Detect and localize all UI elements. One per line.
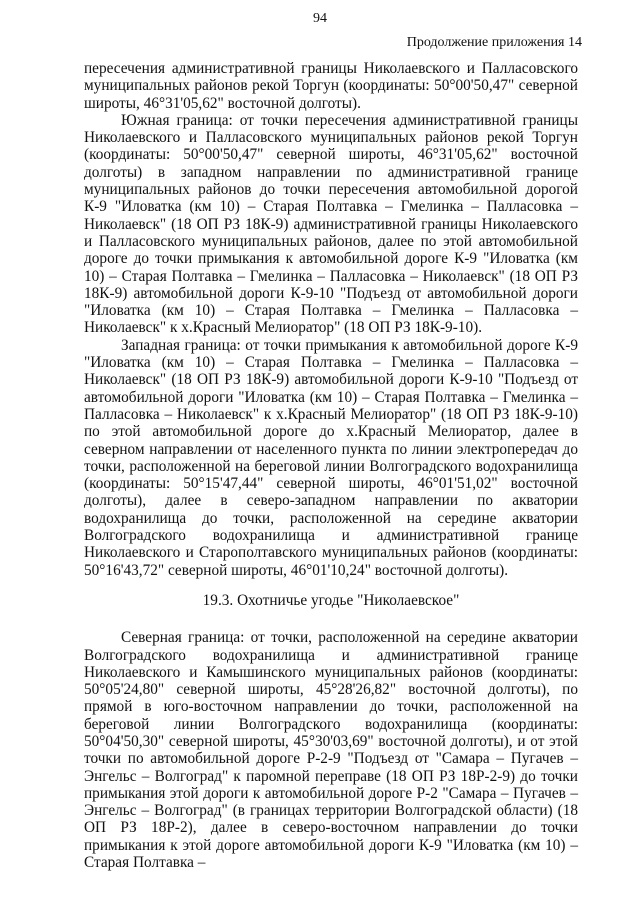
paragraph-south-border: Южная граница: от точки пересечения административной границы Николаевского и Палласовского муниципальных районов рекой Торгун (координаты: 50°00'50,47" северной широты, 46°31'05,62" восточной долготы) в западном направлении по административной границе муниципальных районов до точки пересечения автомобильной дорогой К-9 "Иловатка (км 10) – Старая Полтавка – Гмелинка – Палласовка – Николаевск" (18 ОП РЗ 18К-9) административной границы Николаевского и Палласовского муниципальных районов, далее по этой автомобильной дороге до точки примыкания к автомобильной дороге К-9 "Иловатка (км 10) – Старая Полтавка – Гмелинка – Палласовка – Николаевск" (18 ОП РЗ 18К-9) автомобильной дороги К-9-10 "Подъезд от автомобильной дороги "Иловатка (км 10) – Старая Полтавка – Гмелинка – Палласовка – Николаевск" к х.Красный Мелиоратор" (18 ОП РЗ 18К-9-10). [84, 111, 578, 337]
page-number: 94 [313, 11, 327, 26]
paragraph-west-border: Западная граница: от точки примыкания к автомобильной дороге К-9 "Иловатка (км 10) – Старая Полтавка – Гмелинка – Палласовка – Николаевск" (18 ОП РЗ 18К-9) автомобильной дороги К-9-10 "Подъезд от автомобильной дороги "Иловатка (км 10) – Старая Полтавка – Гмелинка – Палласовка – Николаевск" к х.Красный Мелиоратор" (18 ОП РЗ 18К-9-10) по этой автомобильной дороге до х.Красный Мелиоратор, далее в северном направлении от населенного пункта по линии электропередач до точки, расположенной на береговой линии Волгоградского водохранилища (координаты: 50°15'47,44" северной широты, 46°01'51,02" восточной долготы), далее в северо-западном направлении по акватории водохранилища до точки, расположенной на середине акватории Волгоградского водохранилища и административной границе Николаевского и Старополтавского муниципальных районов (координаты: 50°16'43,72" северной широты, 46°01'10,24" восточной долготы). [84, 336, 578, 579]
appendix-continuation-note: Продолжение приложения 14 [406, 35, 582, 50]
paragraph-north-border: Северная граница: от точки, расположенной на середине акватории Волгоградского водохранилища и административной границе Николаевского и Камышинского муниципальных районов (координаты: 50°05'24,80" северной широты, 45°28'26,82" восточной долготы), по прямой в юго-восточном направлении до точки, расположенной на береговой линии Волгоградского водохранилища (координаты: 50°04'50,30" северной широты, 45°30'03,69" восточной долготы), и от этой точки по автомобильной дороге Р-2-9 "Подъезд от "Самара – Пугачев – Энгельс – Волгоград" к паромной переправе (18 ОП РЗ 18Р-2-9) до точки примыкания этой дороги к автомобильной дороге Р-2 "Самара – Пугачев – Энгельс – Волгоград" (в границах территории Волгоградской области) (18 ОП РЗ 18Р-2), далее в северо-восточном направлении до точки примыкания к этой дороге автомобильной дороги К-9 "Иловатка (км 10) – Старая Полтавка – [84, 629, 578, 872]
document-body [84, 60, 578, 871]
section-heading: 19.3. Охотничье угодье "Николаевское" [202, 591, 460, 609]
paragraph-continuation: пересечения административной границы Николаевского и Палласовского муниципальных районов рекой Торгун (координаты: 50°00'50,47" северной широты, 46°31'05,62" восточной долготы). [84, 60, 578, 112]
